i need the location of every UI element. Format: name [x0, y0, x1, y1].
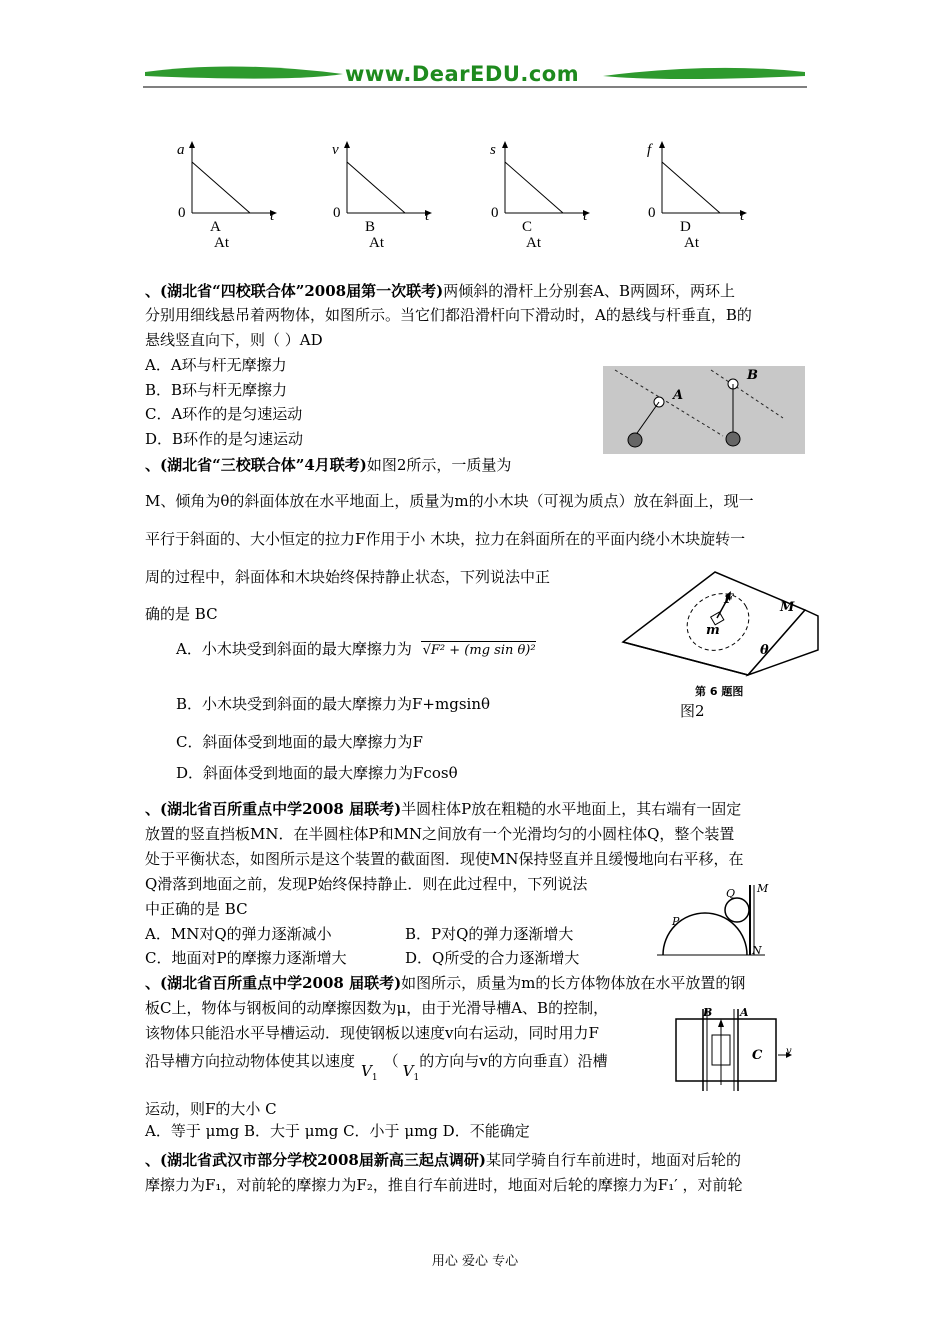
q2-option-a: A．小木块受到斜面的最大摩擦力为 √F² + (mg sin θ)² — [176, 640, 536, 658]
q2-line2: M、倾角为θ的斜面体放在水平地面上，质量为m的小木块（可视为质点）放在斜面上，现一 — [145, 492, 754, 510]
graph-c-yaxis: s — [490, 142, 496, 158]
q2-fig-m: m — [706, 623, 720, 638]
q3-option-b: B．P对Q的弹力逐渐增大 — [405, 925, 574, 943]
graph-a-yaxis: a — [177, 142, 185, 158]
q4-options: A．等于 μmg B．大于 μmg C．小于 μmg D．不能确定 — [145, 1122, 530, 1140]
q3-line4: Q滑落到地面之前，发现P始终保持静止．则在此过程中，下列说法 — [145, 875, 588, 893]
q2-option-c: C．斜面体受到地面的最大摩擦力为F — [176, 733, 423, 751]
q4-line4: 沿导槽方向拉动物体使其以速度$V_1(V_1$的方向与v的方向垂直）沿槽 — [145, 1052, 608, 1083]
q3-line5: 中正确的是 BC — [145, 900, 248, 918]
q2-line5: 确的是 BC — [145, 605, 218, 623]
graph-d-option: D — [680, 219, 691, 235]
q1-line2: 分别用细线悬吊着两物体，如图所示。当它们都沿滑杆向下滑动时，A的悬线与杆垂直，B的 — [145, 306, 752, 324]
q3-fig-p: P — [672, 915, 680, 928]
graph-b-xaxis: t — [425, 208, 430, 224]
q2-option-b: B．小木块受到斜面的最大摩擦力为F+mgsinθ — [176, 695, 491, 713]
q5-source: 、(湖北省武汉市部分学校2008届新高三起点调研) — [145, 1151, 486, 1169]
q3-line1: 、(湖北省百所重点中学2008 届联考)半圆柱体P放在粗糙的水平地面上，其右端有一固定 — [145, 800, 742, 818]
q2-source: 、(湖北省“三校联合体”4月联考) — [145, 456, 367, 474]
q4-source: 、(湖北省百所重点中学2008 届联考) — [145, 974, 402, 992]
q2-fig-f: F — [724, 592, 734, 607]
graph-a-caption: At — [214, 235, 229, 251]
graph-b-origin: 0 — [333, 205, 341, 221]
q3-option-d: D．Q所受的合力逐渐增大 — [405, 949, 580, 967]
q1-figure — [603, 366, 805, 454]
graph-d-yaxis: f — [647, 142, 652, 158]
page-footer: 用心 爱心 专心 — [431, 1254, 519, 1269]
q1-line1: 、(湖北省“四校联合体”2008届第一次联考)两倾斜的滑杆上分别套A、B两圆环，两环上 — [145, 282, 736, 300]
q1-option-a: A．A环与杆无摩擦力 — [145, 356, 287, 374]
q4-figure — [668, 1005, 798, 1095]
q4-line3: 该物体只能沿水平导槽运动．现使钢板以速度v向右运动，同时用力F — [145, 1024, 599, 1042]
q3-line3: 处于平衡状态，如图所示是这个装置的截面图．现使MN保持竖直并且缓慢地向右平移，在 — [145, 850, 744, 868]
q4-fig-b: B — [703, 1006, 713, 1019]
q4-line5: 运动，则F的大小 C — [145, 1100, 277, 1118]
q3-option-a: A．MN对Q的弹力逐渐减小 — [145, 925, 332, 943]
q4-fig-a: A — [740, 1006, 749, 1019]
q4-fig-c: C — [752, 1048, 763, 1063]
graph-a-origin: 0 — [178, 205, 186, 221]
graph-c — [483, 140, 593, 250]
graph-d — [640, 140, 750, 250]
q2-option-d: D．斜面体受到地面的最大摩擦力为Fcosθ — [176, 764, 458, 782]
q1-option-b: B．B环与杆无摩擦力 — [145, 381, 288, 399]
q3-line2: 放置的竖直挡板MN．在半圆柱体P和MN之间放有一个光滑均匀的小圆柱体Q，整个装置 — [145, 825, 735, 843]
graph-d-xaxis: t — [740, 208, 745, 224]
q3-source: 、(湖北省百所重点中学2008 届联考) — [145, 800, 402, 818]
graph-a-xaxis: t — [270, 208, 275, 224]
q1-line3: 悬线竖直向下，则（ ）AD — [145, 331, 323, 349]
q2-fig-name: 图2 — [680, 702, 705, 720]
q1-option-d: D．B环作的是匀速运动 — [145, 430, 304, 448]
graph-d-origin: 0 — [648, 205, 656, 221]
graph-c-caption: At — [526, 235, 541, 251]
q1-fig-label-b: B — [747, 368, 758, 383]
graph-b-yaxis: v — [332, 142, 339, 158]
q3-option-c: C．地面对P的摩擦力逐渐增大 — [145, 949, 347, 967]
q1-source: 、(湖北省“四校联合体”2008届第一次联考) — [145, 282, 444, 300]
site-logo[interactable]: www.DearEDU.com — [345, 62, 580, 86]
q4-line1: 、(湖北省百所重点中学2008 届联考)如图所示，质量为m的长方体物体放在水平放置的钢 — [145, 974, 746, 992]
q2-line3: 平行于斜面的、大小恒定的拉力F作用于小 木块，拉力在斜面所在的平面内绕小木块旋转一 — [145, 530, 746, 548]
q2-line1: 、(湖北省“三校联合体”4月联考)如图2所示，一质量为 — [145, 456, 512, 474]
graph-c-origin: 0 — [491, 205, 499, 221]
q4-fig-v: v — [786, 1046, 792, 1057]
q5-line2: 摩擦力为F₁，对前轮的摩擦力为F₂，推自行车前进时，地面对后轮的摩擦力为F₁′ ，对前轮 — [145, 1176, 743, 1194]
graph-c-option: C — [522, 219, 533, 235]
q2-fig-theta: θ — [760, 643, 769, 658]
q3-fig-n: N — [752, 944, 762, 957]
graph-c-xaxis: t — [583, 208, 588, 224]
q2-formula-a: √F² + (mg sin θ)² — [422, 643, 536, 658]
graph-b-option: B — [365, 219, 376, 235]
graph-a — [170, 140, 280, 250]
q5-line1: 、(湖北省武汉市部分学校2008届新高三起点调研)某同学骑自行车前进时，地面对后轮的 — [145, 1151, 741, 1169]
q2-fig-caption: 第 6 题图 — [695, 685, 744, 698]
q2-fig-bigm: M — [780, 600, 795, 615]
graph-a-option: A — [210, 219, 221, 235]
q2-figure — [620, 570, 820, 685]
q3-fig-m: M — [757, 882, 769, 895]
graph-b-caption: At — [369, 235, 384, 251]
graph-b — [325, 140, 435, 250]
q4-line2: 板C上，物体与钢板间的动摩擦因数为μ，由于光滑导槽A、B的控制， — [145, 999, 609, 1017]
graph-d-caption: At — [684, 235, 699, 251]
q1-option-c: C．A环作的是匀速运动 — [145, 405, 303, 423]
q1-fig-label-a: A — [673, 388, 684, 403]
q2-line4: 周的过程中，斜面体和木块始终保持静止状态，下列说法中正 — [145, 568, 551, 586]
q3-fig-q: Q — [726, 887, 736, 900]
